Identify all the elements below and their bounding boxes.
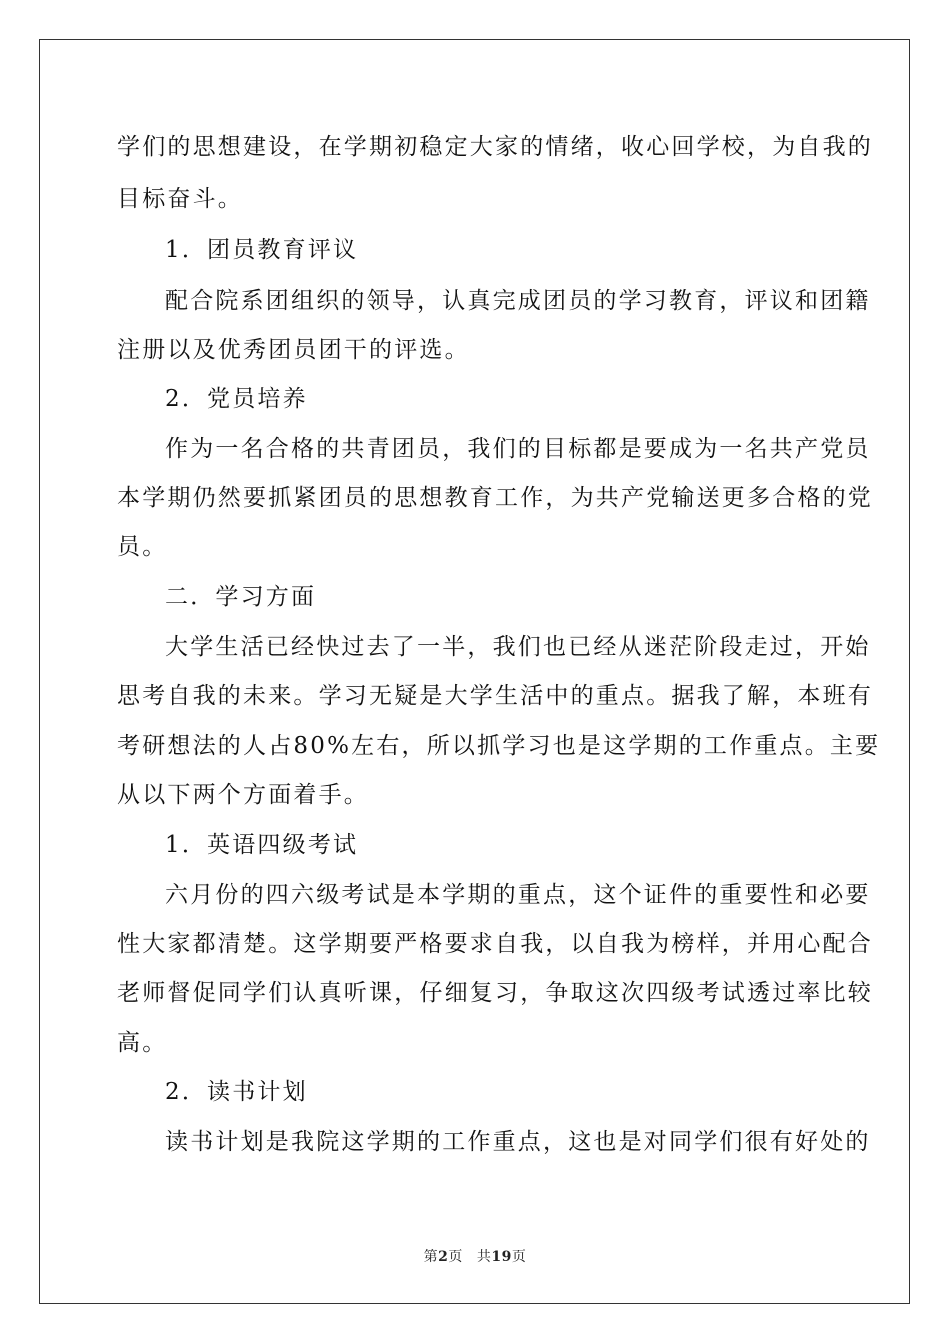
- text-line: 高。: [117, 1030, 168, 1056]
- section-heading: 1．英语四级考试: [165, 832, 359, 858]
- text-line: 本学期仍然要抓紧团员的思想教育工作，为共产党输送更多合格的党: [117, 485, 873, 511]
- section-heading: 2．读书计划: [165, 1079, 308, 1105]
- text-line: 性大家都清楚。这学期要严格要求自我，以自我为榜样，并用心配合: [117, 931, 873, 957]
- text-line: 老师督促同学们认真听课，仔细复习，争取这次四级考试透过率比较: [117, 980, 873, 1006]
- page-prefix: 第: [423, 1249, 439, 1265]
- text-line: 考研想法的人占80%左右，所以抓学习也是这学期的工作重点。主要: [117, 733, 881, 759]
- page-number: 2: [438, 1249, 449, 1265]
- section-heading: 二．学习方面: [165, 584, 317, 610]
- section-heading: 2．党员培养: [165, 386, 308, 412]
- total-pages: 19: [491, 1249, 512, 1265]
- text-line: 大学生活已经快过去了一半，我们也已经从迷茫阶段走过，开始: [165, 634, 871, 660]
- text-line: 配合院系团组织的领导，认真完成团员的学习教育，评议和团籍: [165, 288, 871, 314]
- text-line: 思考自我的未来。学习无疑是大学生活中的重点。据我了解，本班有: [117, 683, 873, 709]
- text-line: 读书计划是我院这学期的工作重点，这也是对同学们很有好处的: [165, 1129, 871, 1155]
- page-footer: [0, 1246, 950, 1266]
- total-prefix: 共: [476, 1249, 492, 1265]
- page-border: [39, 39, 910, 1304]
- page-suffix: 页: [448, 1249, 463, 1265]
- total-suffix: 页: [511, 1249, 527, 1265]
- text-line: 作为一名合格的共青团员，我们的目标都是要成为一名共产党员: [165, 436, 871, 462]
- section-heading: 1．团员教育评议: [165, 237, 359, 263]
- text-line: 从以下两个方面着手。: [117, 782, 369, 808]
- text-line: 员。: [117, 534, 168, 560]
- text-line: 六月份的四六级考试是本学期的重点，这个证件的重要性和必要: [165, 882, 871, 908]
- text-line: 学们的思想建设，在学期初稳定大家的情绪，收心回学校，为自我的: [117, 134, 873, 160]
- text-line: 注册以及优秀团员团干的评选。: [117, 337, 470, 363]
- text-line: 目标奋斗。: [117, 186, 243, 212]
